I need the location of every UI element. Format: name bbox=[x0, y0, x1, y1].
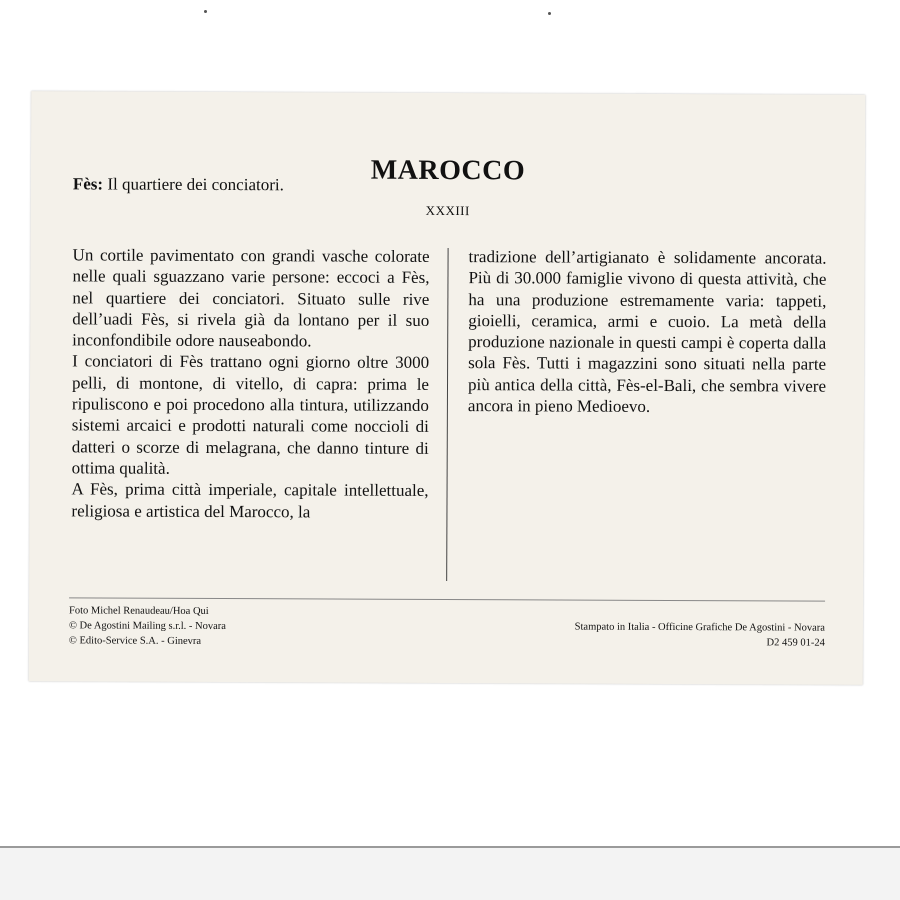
subtitle-text: Il quartiere dei conciatori. bbox=[103, 174, 284, 195]
print-info-line: Stampato in Italia - Officine Grafiche De Agostini - Novara bbox=[574, 621, 825, 634]
print-info-code: D2 459 01-24 bbox=[766, 637, 825, 649]
photo-credits bbox=[69, 603, 226, 649]
body-text-left-column: Un cortile pavimentato con grandi vasche colorate nelle quali sguazzano varie persone: eccoci a Fès, nel quartiere dei conciatori. Situato sulle rive dell’uadi Fès, si rivela già da lontano per il suo inconfondibile odore nauseabondo. I conciatori di Fès trattano ogni giorno oltre 3000 pelli, di montone, di vitello, di capra: prima le ripuliscono e poi procedono alla tintura, utilizzando sistemi arcaici e prodotti naturali come noccioli di datteri o scorze di melagrana, che danno tinture di ottima qualità. A Fès, prima città imperiale, capitale intellettuale, religiosa e artistica del Marocco, la bbox=[71, 245, 430, 521]
subtitle-place: Fès: bbox=[72, 174, 104, 194]
column-divider bbox=[446, 248, 448, 581]
print-info bbox=[575, 620, 825, 651]
body-text-right-column: tradizione dell’artigianato è solidamente ancorata. Più di 30.000 famiglie vivono di questa attività, che ha una produzione estremamente varia: tappeti, gioielli, ceramica, armi e cuoio. La metà della produzione nazionale in questi campi è coperta dalla sola Fès. Tutti i magazzini sono situati nella parte più antica della città, Fès-el-Bali, che sembra vivere ancora in pieno Medioevo. bbox=[467, 247, 827, 416]
postcard-back bbox=[29, 91, 866, 685]
credit-line: © Edito-Service S.A. - Ginevra bbox=[68, 635, 202, 647]
scan-speck bbox=[204, 10, 207, 13]
plate-number: XXXIII bbox=[425, 202, 470, 219]
scan-speck bbox=[548, 12, 551, 15]
footer-rule bbox=[69, 597, 825, 601]
credit-line: Foto Michel Renaudeau/Hoa Qui bbox=[69, 605, 209, 617]
scanner-bed bbox=[0, 848, 900, 900]
card-title: MAROCCO bbox=[370, 154, 526, 187]
card-subtitle bbox=[73, 174, 284, 195]
credit-line: © De Agostini Mailing s.r.l. - Novara bbox=[68, 620, 226, 633]
